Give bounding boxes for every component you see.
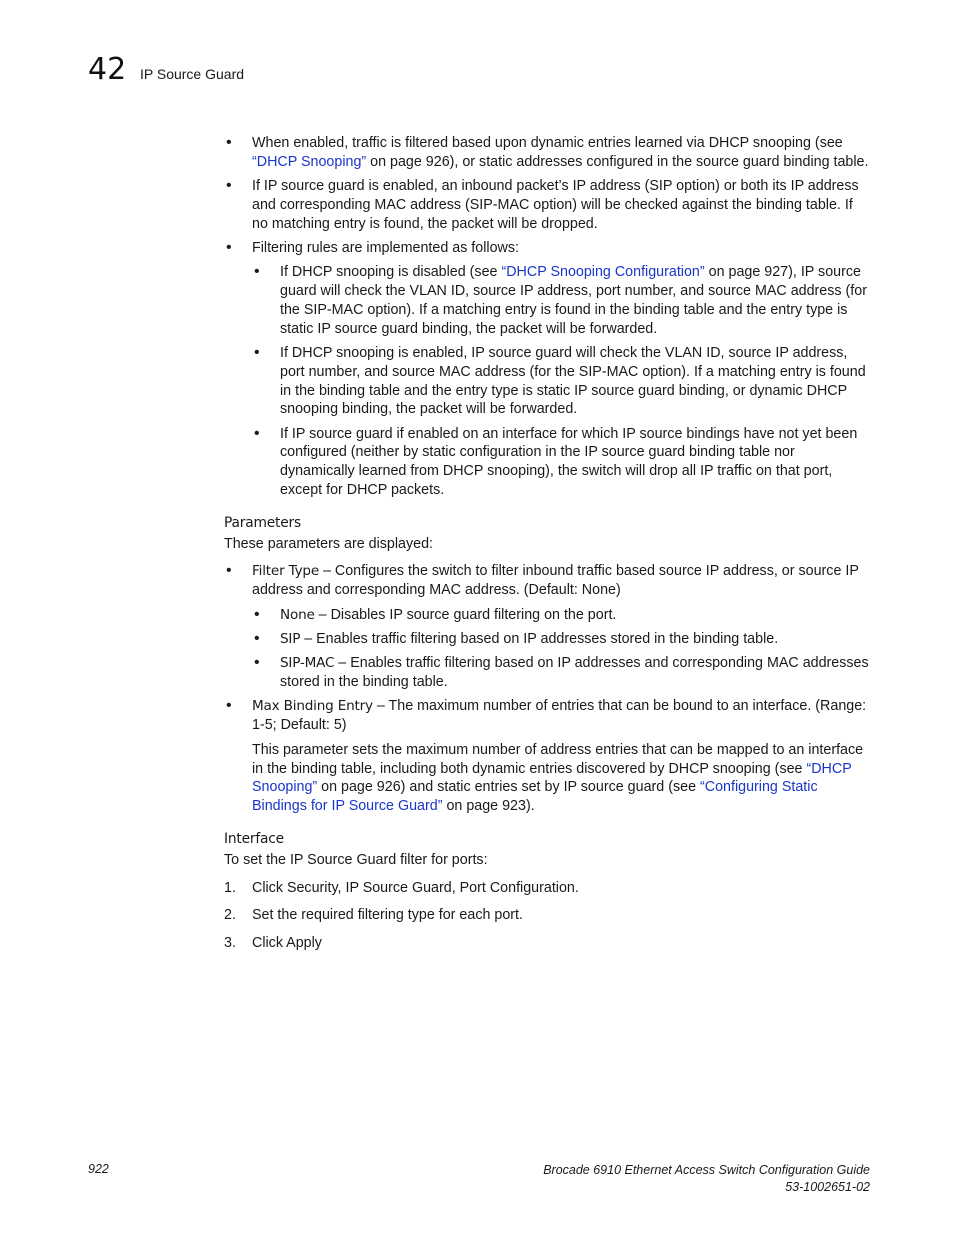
doc-number: 53-1002651-02 xyxy=(785,1180,870,1194)
list-item: • If DHCP snooping is disabled (see “DHCP Snooping Configuration” on page 927), IP source guard will check the VLAN ID, source IP address, port number, and source MAC address (for the SIP-MAC option). If a matching entry is found in the binding table and the entry type is static IP source guard binding, the packet will be forwarded. xyxy=(252,263,872,338)
list-item: • If DHCP snooping is enabled, IP source guard will check the VLAN ID, source IP address, port number, and source MAC address (for the SIP-MAC option). If a matching entry is found in the binding table and the entry type is static IP source guard binding, or dynamic DHCP snooping binding, the packet will be forwarded. xyxy=(252,344,872,419)
list-item: • Filter Type – Configures the switch to filter inbound traffic based source IP address, or source IP address and corresponding MAC address. (Default: None) xyxy=(224,562,872,600)
term: Filter Type xyxy=(252,563,320,580)
list-item: • Max Binding Entry – The maximum number of entries that can be bound to an interface. (Range: 1-5; Default: 5) This parameter sets the maximum number of address entries that can be mapped to an interface in the binding table, including both dynamic entries discovered by DHCP snooping (see “DHCP Snooping” on page 926) and static entries set by IP source guard (see “Configuring Static Bindings for IP Source Guard” on page 923). xyxy=(224,697,872,816)
doc-title: Brocade 6910 Ethernet Access Switch Configuration Guide xyxy=(543,1163,870,1177)
list-item: • Filtering rules are implemented as follows: xyxy=(224,239,872,258)
page-number: 922 xyxy=(88,1162,109,1176)
footer-doc-info xyxy=(543,1162,870,1196)
list-item: • If IP source guard if enabled on an interface for which IP source bindings have not yet been configured (neither by static configuration in the IP source guard binding table nor dynamically learned from DHCP snooping), the switch will drop all IP traffic on that port, except for DHCP packets. xyxy=(252,425,872,500)
step-item: 2. Set the required filtering type for each port. xyxy=(224,907,523,924)
link-configuring-static-bindings[interactable]: “Configuring Static Bindings for IP Source Guard” xyxy=(252,779,818,815)
interface-heading: Interface xyxy=(224,831,284,847)
term: SIP xyxy=(280,630,301,647)
filter-rules-list xyxy=(252,263,872,500)
parameters-heading: Parameters xyxy=(224,514,301,531)
interface-intro: To set the IP Source Guard filter for ports: xyxy=(224,851,488,868)
list-item: • If IP source guard is enabled, an inbound packet’s IP address (SIP option) or both its IP address and corresponding MAC address (SIP-MAC option) will be checked against the binding table. If no matching entry is found, the packet will be dropped. xyxy=(224,177,872,233)
term: None xyxy=(280,606,315,623)
chapter-title: IP Source Guard xyxy=(140,66,245,82)
parameters-intro: These parameters are displayed: xyxy=(224,535,434,552)
link-dhcp-snooping[interactable]: “DHCP Snooping” xyxy=(252,760,852,796)
link-dhcp-snooping-configuration[interactable]: “DHCP Snooping Configuration” xyxy=(501,264,705,281)
list-item: • When enabled, traffic is filtered based upon dynamic entries learned via DHCP snooping (see “DHCP Snooping” on page 926), or static addresses configured in the source guard binding table. xyxy=(224,134,872,172)
term: Max Binding Entry xyxy=(252,698,373,715)
page-body xyxy=(224,134,872,962)
max-binding-note: This parameter sets the maximum number of address entries that can be mapped to an interface in the binding table, including both dynamic entries discovered by DHCP snooping (see “DHCP Snooping” on page 926) and static entries set by IP source guard (see “Configuring Static Bindings for IP Source Guard” on page 923). xyxy=(252,741,864,815)
step-item: 1. Click Security, IP Source Guard, Port Configuration. xyxy=(224,879,579,896)
chapter-number: 42 xyxy=(88,52,127,87)
list-item: • SIP – Enables traffic filtering based on IP addresses stored in the binding table. xyxy=(252,630,872,649)
link-dhcp-snooping[interactable]: “DHCP Snooping” xyxy=(252,153,367,170)
list-item: • SIP-MAC – Enables traffic filtering based on IP addresses and corresponding MAC addresses stored in the binding table. xyxy=(252,654,872,692)
step-item: 3. Click Apply xyxy=(224,935,322,952)
filter-options-list xyxy=(252,606,872,692)
term: SIP-MAC xyxy=(280,655,335,672)
list-item: • None – Disables IP source guard filtering on the port. xyxy=(252,606,872,625)
